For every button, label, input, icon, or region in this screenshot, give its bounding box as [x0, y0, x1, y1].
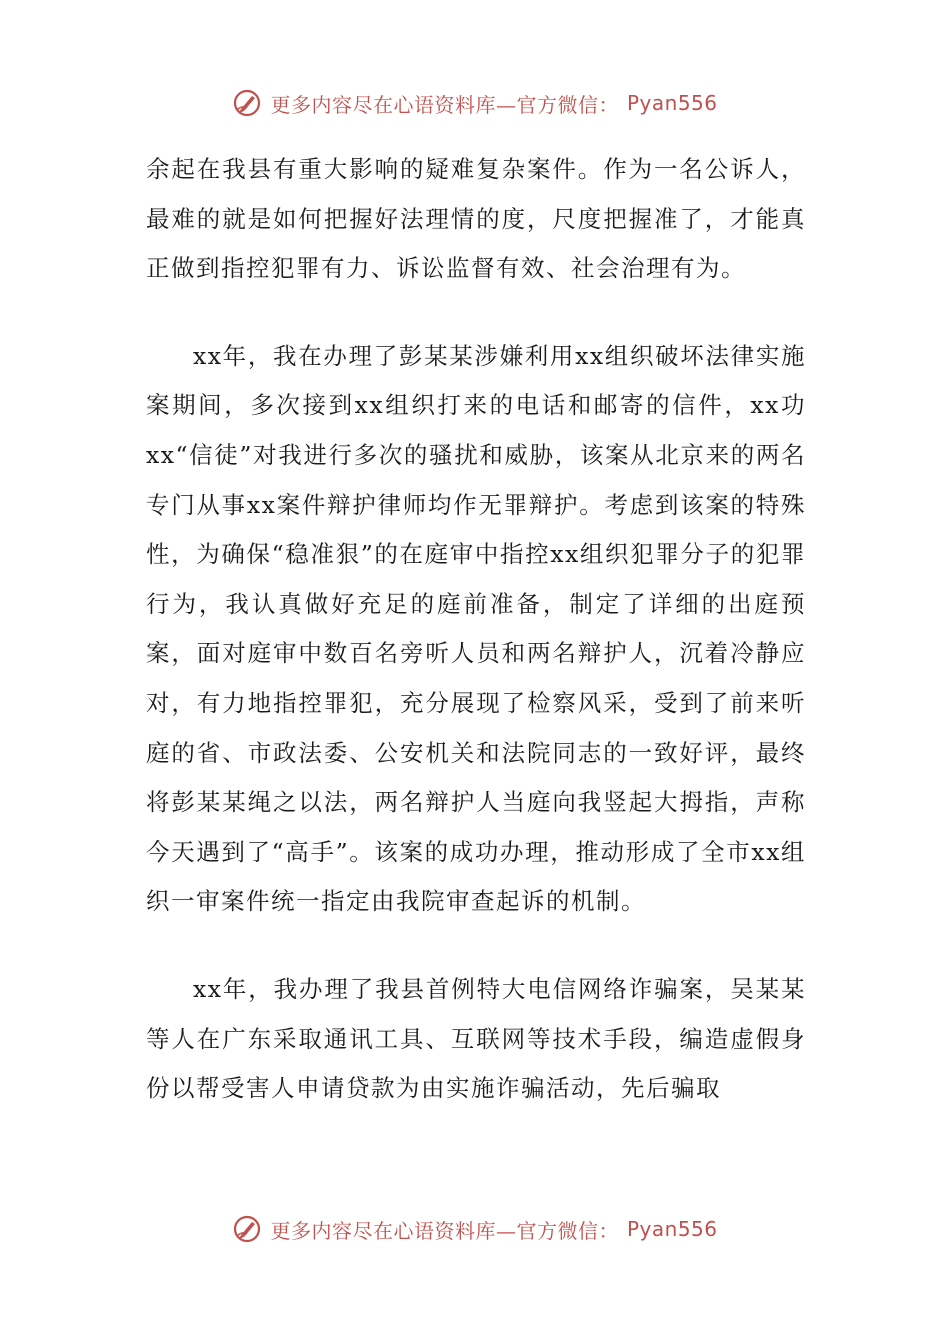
pen-logo-icon	[232, 1214, 262, 1244]
document-body	[146, 145, 806, 1114]
paragraph-1: 余起在我县有重大影响的疑难复杂案件。作为一名公诉人，最难的就是如何把握好法理情的度，尺度把握准了，才能真正做到指控犯罪有力、诉讼监督有效、社会治理有为。	[146, 155, 806, 283]
footer-banner	[0, 1214, 950, 1244]
header-banner	[0, 88, 950, 118]
footer-banner-id: Pyan556	[626, 1217, 718, 1241]
footer-banner-text: 更多内容尽在心语资料库—官方微信：	[270, 1218, 619, 1243]
header-banner-text: 更多内容尽在心语资料库—官方微信：	[270, 92, 619, 117]
pen-logo-icon	[232, 88, 262, 118]
header-banner-id: Pyan556	[626, 91, 718, 115]
paragraph-3: xx年，我办理了我县首例特大电信网络诈骗案，吴某某等人在广东采取通讯工具、互联网等技术手段，编造虚假身份以帮受害人申请贷款为由实施诈骗活动，先后骗取	[146, 974, 806, 1103]
paragraph-2: xx年，我在办理了彭某某涉嫌利用xx组织破坏法律实施案期间，多次接到xx组织打来的电话和邮寄的信件，xx功xx“信徒”对我进行多次的骚扰和威胁，该案从北京来的两名专门从事xx案件辩护律师均作无罪辩护。考虑到该案的特殊性，为确保“稳准狠”的在庭审中指控xx组织犯罪分子的犯罪行为，我认真做好充足的庭前准备，制定了详细的出庭预案，面对庭审中数百名旁听人员和两名辩护人，沉着冷静应对，有力地指控罪犯，充分展现了检察风采，受到了前来听庭的省、市政法委、公安机关和法院同志的一致好评，最终将彭某某绳之以法，两名辩护人当庭向我竖起大拇指，声称今天遇到了“高手”。该案的成功办理，推动形成了全市xx组织一审案件统一指定由我院审查起诉的机制。	[146, 341, 806, 916]
